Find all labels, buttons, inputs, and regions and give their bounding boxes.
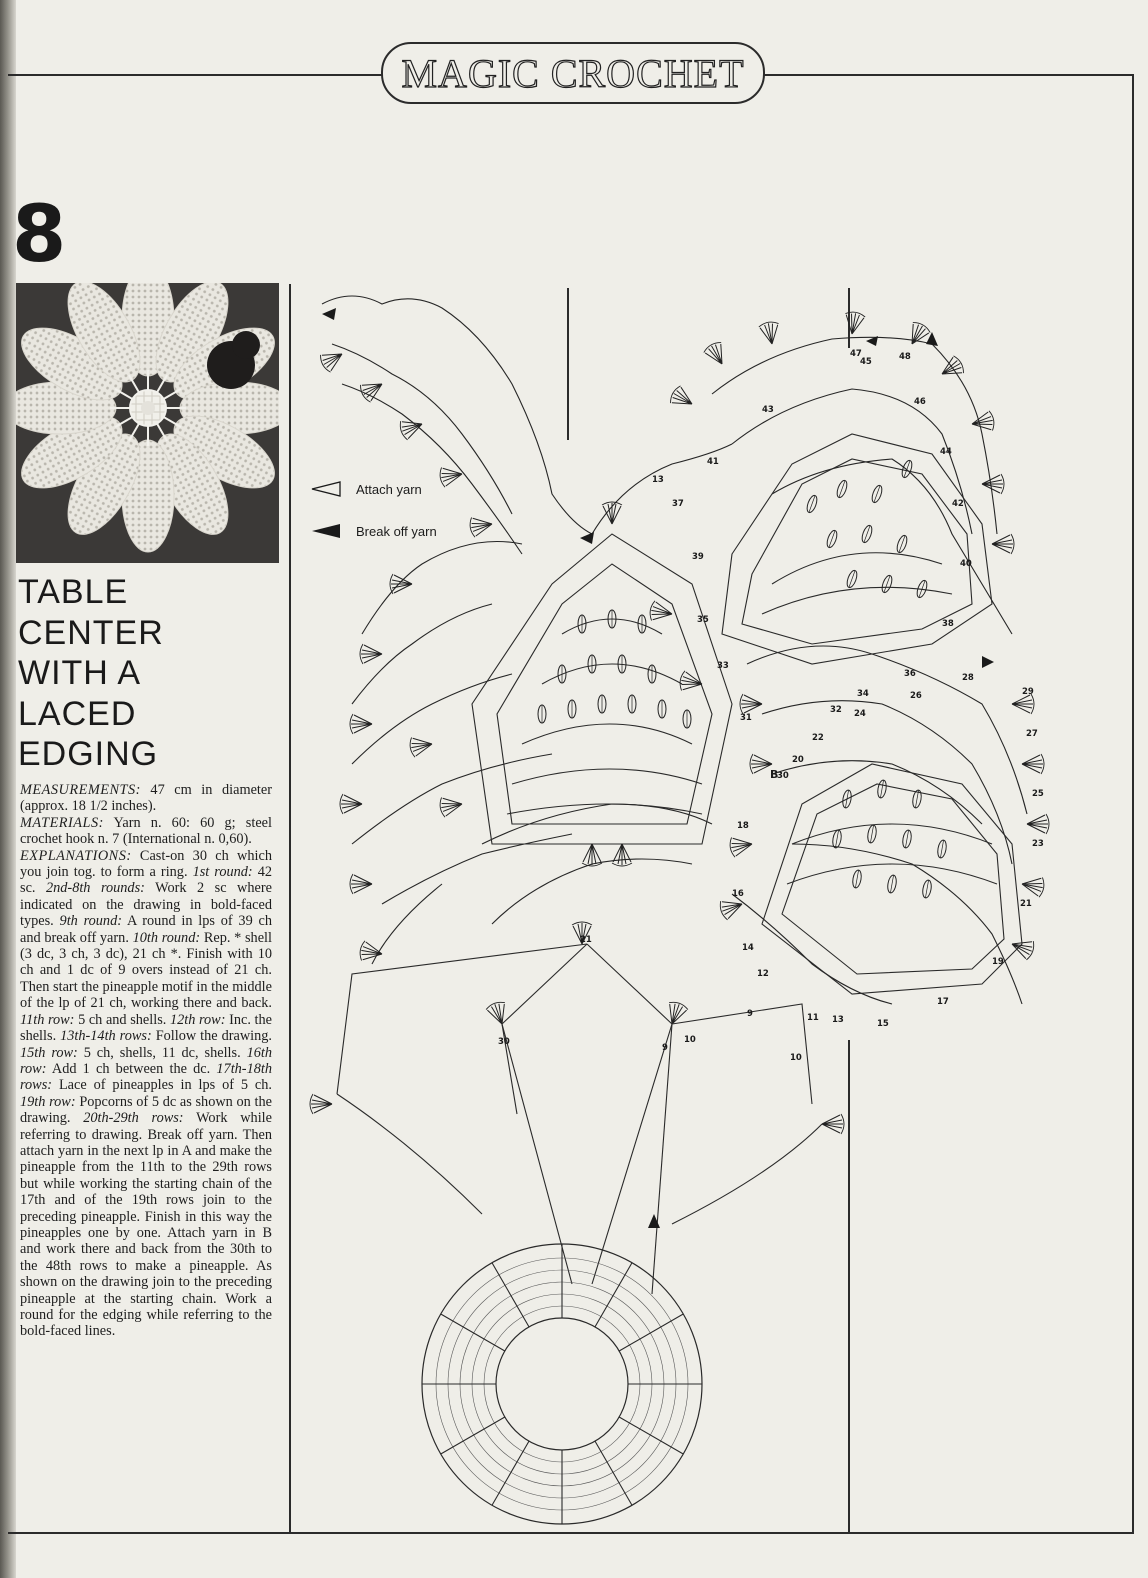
row-label: 35 xyxy=(697,615,709,625)
round-text: 5 ch, shells, 11 dc, shells. xyxy=(83,1044,241,1061)
row-label: 13 xyxy=(832,1015,844,1025)
row-label: 46 xyxy=(914,397,926,407)
row-label: 9 xyxy=(747,1009,753,1019)
round-label: 1st round: xyxy=(192,864,253,881)
row-label: 13 xyxy=(652,475,664,485)
round-label: 11th row: xyxy=(20,1011,75,1028)
row-label: 48 xyxy=(899,352,911,362)
pineapple-popcorns-a xyxy=(538,610,691,728)
round-text: Work while referring to drawing. Break off yarn. Then attach yarn in the next lp in A and make the pineapple from the 11th to the 29th rows but while working the starting chain of the 17th and of the 19th rows join to the preceding pineapple. Finish in this way the pineapples one by one. Attach yarn in B and work there and back from the 30th to the 48th rows to make a pineapple. As shown on the drawing join to the preceding pineapple at the starting chain. Work a round for the edging while referring to the bold-faced lines. xyxy=(20,1110,272,1340)
frame-bottom-rule xyxy=(8,1532,1134,1534)
row-label: 30 xyxy=(777,771,789,781)
row-label: 31 xyxy=(740,713,752,723)
row-label: 20 xyxy=(792,755,804,765)
row-label: 28 xyxy=(962,673,974,683)
row-label: 14 xyxy=(742,943,754,953)
row-label: 38 xyxy=(942,619,954,629)
row-label: 47 xyxy=(850,349,862,359)
row-label: 27 xyxy=(1026,729,1038,739)
row-label: 15 xyxy=(877,1019,889,1029)
row-label: 21 xyxy=(580,935,592,945)
materials-text: Yarn n. 60: 60 g; steel crochet hook n. 7 (International n. 0,60). xyxy=(20,814,272,848)
round-label: 12th row: xyxy=(169,1011,226,1028)
round-text: 42 sc. xyxy=(20,864,273,897)
round-label: 19th row: xyxy=(20,1093,76,1110)
round-label: 15th row: xyxy=(20,1044,78,1061)
measurements-text: 47 cm in diameter (approx. 18 1/2 inches). xyxy=(20,782,272,815)
round-text: Work 2 sc where indicated on the drawing in bold-faced types. xyxy=(20,880,272,930)
row-label: 26 xyxy=(910,691,922,701)
row-label: 32 xyxy=(830,705,842,715)
explanations-heading: EXPLANATIONS: xyxy=(20,847,132,864)
row-label: 22 xyxy=(812,733,824,743)
row-label: 36 xyxy=(904,669,916,679)
legend-attach-label: Attach yarn xyxy=(356,481,422,497)
row-label: 34 xyxy=(857,689,869,699)
pineapple-popcorns-b xyxy=(805,459,929,599)
row-label: 44 xyxy=(940,447,952,457)
frame-right-rule xyxy=(1132,74,1134,1534)
column-divider xyxy=(289,284,291,1532)
pattern-number: 8 xyxy=(12,190,67,280)
row-label: 21 xyxy=(1020,899,1032,909)
legend-break-label: Break off yarn xyxy=(356,523,437,539)
round-text: Add 1 ch between the dc. xyxy=(51,1060,211,1077)
row-label: 30 xyxy=(498,1037,510,1047)
row-label: 41 xyxy=(707,457,719,467)
row-label: 25 xyxy=(1032,789,1044,799)
round-text: Lace of pineapples in lps of 5 ch. xyxy=(58,1077,272,1094)
materials-heading: MATERIALS: xyxy=(20,814,104,831)
row-label: 10 xyxy=(684,1035,696,1045)
measurements-paragraph xyxy=(20,782,272,815)
round-label: 20th-29th rows: xyxy=(83,1110,184,1127)
title-line: EDGING xyxy=(18,735,159,773)
instructions xyxy=(20,782,272,1340)
round-label: 10th round: xyxy=(132,929,201,946)
round-text: A round in lps of 39 ch and break off yarn. xyxy=(20,913,272,946)
crochet-chart-diagram xyxy=(292,284,1052,1529)
explanations-text: Cast-on 30 ch which you join tog. to form a ring. xyxy=(20,847,272,881)
title-line: CENTER xyxy=(18,613,164,652)
round-text: Rep. * shell (3 dc, 3 ch, 3 dc), 21 ch *. Finish with 10 ch and 1 dc of 9 overs instead of 21 ch. Then start the pineapple motif in the middle of the lp of 21 ch, working there and back. xyxy=(20,929,272,1012)
masthead xyxy=(381,42,765,104)
round-text: Follow the drawing. xyxy=(155,1028,273,1045)
measurements-heading: MEASUREMENTS: xyxy=(20,782,141,798)
row-label: 37 xyxy=(672,499,684,509)
round-label: 16th row: xyxy=(20,1044,272,1077)
title-line: LACED xyxy=(18,694,137,733)
pineapple-popcorns-c xyxy=(831,779,947,898)
center-ring xyxy=(422,1244,702,1524)
row-label: 24 xyxy=(854,709,866,719)
doily-photo xyxy=(16,283,279,563)
round-label: 2nd-8th rounds: xyxy=(45,880,145,897)
shell-fans xyxy=(310,311,1049,1134)
row-label: 17 xyxy=(937,997,949,1007)
row-label: 23 xyxy=(1032,839,1044,849)
row-label: 29 xyxy=(1022,687,1034,697)
row-label: 9 xyxy=(662,1043,668,1053)
row-label: 39 xyxy=(692,552,704,562)
round-label: 9th round: xyxy=(59,913,122,930)
row-label: 40 xyxy=(960,559,972,569)
row-label: 43 xyxy=(762,405,774,415)
row-label: 42 xyxy=(952,499,964,509)
explanations-paragraph xyxy=(20,848,272,1340)
row-label: 16 xyxy=(732,889,744,899)
row-label: 10 xyxy=(790,1053,802,1063)
row-label: 45 xyxy=(860,357,872,367)
join-mark-label: B xyxy=(770,768,779,781)
materials-paragraph xyxy=(20,815,272,848)
masthead-title: MAGIC CROCHET xyxy=(401,50,745,96)
row-label: 18 xyxy=(737,821,749,831)
row-label: 19 xyxy=(992,957,1004,967)
row-label: 11 xyxy=(807,1013,819,1023)
round-text: Popcorns of 5 dc as shown on the drawing. xyxy=(20,1093,272,1127)
round-label: 13th-14th rows: xyxy=(60,1028,152,1045)
row-label: 33 xyxy=(717,661,729,671)
row-label: 12 xyxy=(757,969,769,979)
round-text: 5 ch and shells. xyxy=(78,1011,167,1028)
title-line: WITH A xyxy=(18,654,142,692)
round-label: 17th-18th rows: xyxy=(20,1060,272,1094)
title-line: TABLE xyxy=(18,573,129,611)
round-text: Inc. the shells. xyxy=(20,1011,273,1045)
pattern-title xyxy=(18,572,278,775)
